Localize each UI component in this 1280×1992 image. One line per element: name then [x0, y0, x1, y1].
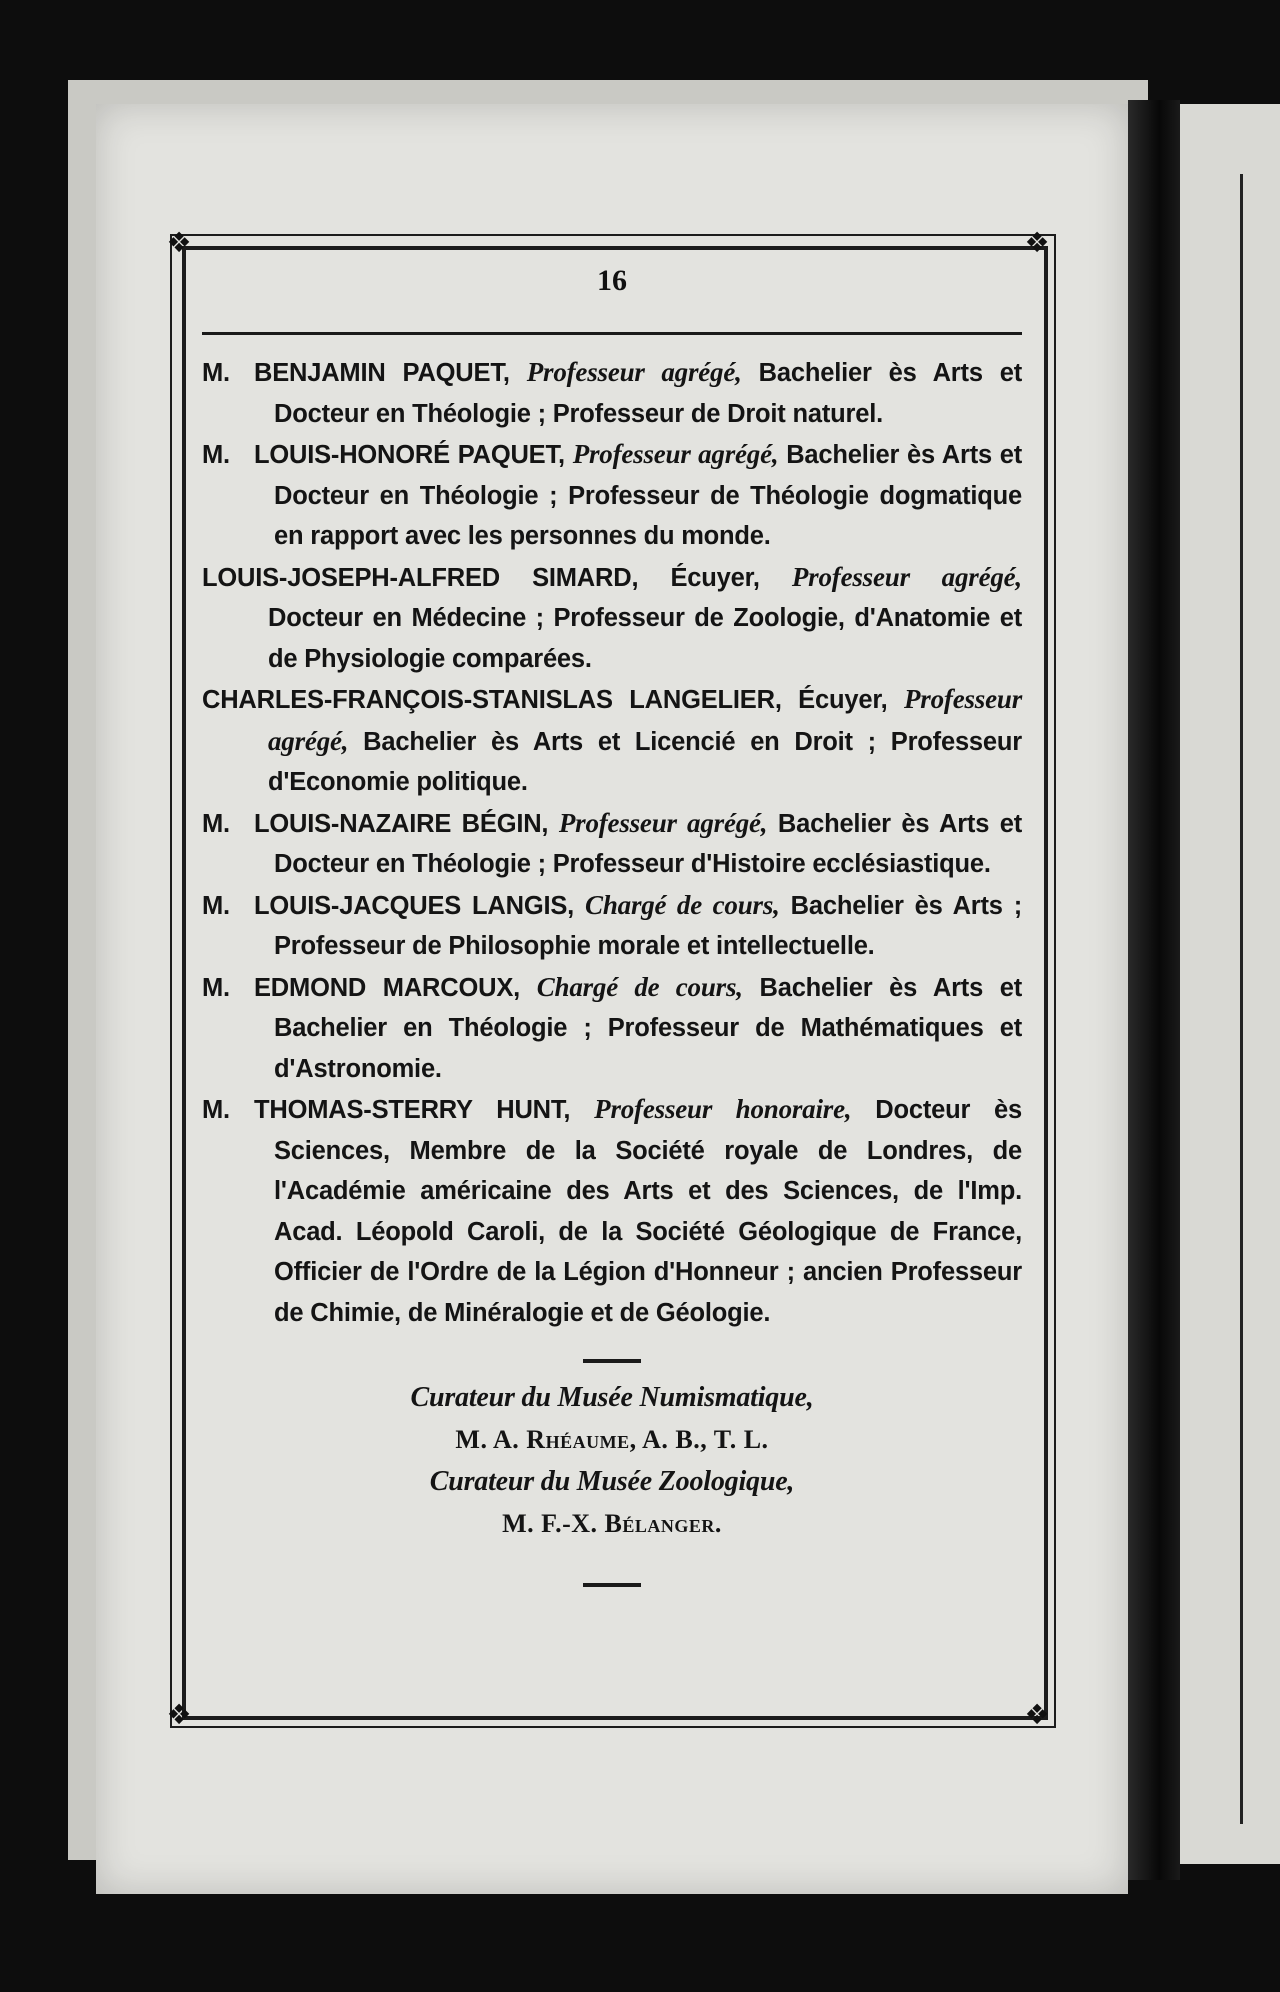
corner-ornament-icon: ❖	[166, 1698, 192, 1731]
entry-title: Professeur agrégé,	[526, 357, 742, 387]
entry-name: LOUIS-NAZAIRE BÉGIN,	[254, 809, 549, 838]
list-item	[202, 885, 1022, 967]
curator-role: Curateur du Musée Numismatique,	[410, 1382, 814, 1413]
entry-name: CHARLES-FRANÇOIS-STANISLAS LANGELIER, Écuyer,	[202, 686, 888, 714]
page-number: 16	[597, 264, 627, 297]
entry-name: LOUIS-JOSEPH-ALFRED SIMARD, Écuyer,	[202, 563, 760, 592]
entry-prefix: M.	[202, 809, 230, 838]
entry-name: EDMOND MARCOUX,	[254, 973, 521, 1002]
curator-name-end: .	[714, 1509, 722, 1538]
entry-prefix: M.	[202, 441, 230, 469]
section-divider	[583, 1583, 641, 1587]
entry-title: Professeur honoraire,	[594, 1094, 852, 1124]
entry-title: Chargé de cours,	[585, 889, 780, 920]
corner-ornament-icon: ❖	[1024, 1698, 1050, 1731]
entry-name: LOUIS-HONORÉ PAQUET,	[254, 441, 565, 469]
curator-name	[202, 1419, 1022, 1461]
list-item	[202, 967, 1022, 1090]
entry-title: Professeur agrégé,	[791, 561, 1022, 592]
list-item	[202, 803, 1022, 885]
facing-page-border	[1240, 174, 1243, 1824]
entry-name: THOMAS-STERRY HUNT,	[254, 1096, 571, 1124]
entry-name: BENJAMIN PAQUET,	[254, 359, 510, 387]
document-page	[96, 104, 1128, 1894]
entry-desc: Bachelier ès Arts ; Professeur de Philosophie morale et intellectuelle.	[274, 891, 1023, 960]
entry-desc: Bachelier ès Arts et Docteur en Théologie ; Professeur de Droit naturel.	[274, 359, 1023, 428]
corner-ornament-icon: ❖	[1024, 226, 1050, 259]
list-item	[202, 434, 1022, 557]
header-rule	[202, 332, 1022, 335]
curator-name-smallcaps: héaume	[545, 1425, 630, 1454]
curator-name	[202, 1503, 1022, 1545]
section-divider	[583, 1359, 641, 1363]
curator-name-start: M. A. R	[455, 1425, 546, 1454]
book-gutter	[1128, 100, 1180, 1880]
curator-role: Curateur du Musée Zoologique,	[429, 1466, 795, 1497]
facing-page	[1178, 104, 1280, 1864]
entry-name: LOUIS-JACQUES LANGIS,	[254, 891, 575, 920]
entry-desc: Bachelier ès Arts et Docteur en Théologie ; Professeur de Théologie dogmatique en rapport avec les personnes du monde.	[274, 441, 1022, 550]
entry-prefix: M.	[202, 891, 230, 920]
entry-desc: Docteur en Médecine ; Professeur de Zoologie, d'Anatomie et de Physiologie comparées.	[268, 604, 1022, 673]
curator-name-smallcaps: élanger	[622, 1509, 715, 1538]
entry-desc: Bachelier ès Arts et Bachelier en Théologie ; Professeur de Mathématiques et d'Astronomie.	[274, 973, 1023, 1083]
entry-title: Professeur agrégé,	[572, 439, 779, 469]
entry-title: Chargé de cours,	[536, 971, 743, 1002]
faculty-list	[202, 352, 1022, 1587]
list-item	[202, 679, 1022, 803]
entry-desc: Docteur ès Sciences, Membre de la Société royale de Londres, de l'Académie américaine des Arts et des Sciences, de l'Imp. Acad. Léopold Caroli, de la Société Géologique de France, Officier de l'Ordre de la Légion d'Honneur ; ancien Professeur de Chimie, de Minéralogie et de Géologie.	[274, 1096, 1023, 1327]
entry-title: Professeur agrégé,	[558, 807, 768, 838]
entry-title: Professeur agrégé,	[268, 684, 1023, 756]
curator-name-end: , A. B., T. L.	[629, 1425, 769, 1454]
entry-desc: Bachelier ès Arts et Licencié en Droit ; Professeur d'Economie politique.	[268, 727, 1022, 796]
curator-name-start: M. F.-X. B	[502, 1509, 623, 1538]
entry-prefix: M.	[202, 1096, 230, 1124]
entry-desc: Bachelier ès Arts et Docteur en Théologie ; Professeur d'Histoire ecclésiastique.	[274, 809, 1022, 878]
entry-prefix: M.	[202, 359, 230, 387]
list-item	[202, 352, 1022, 434]
corner-ornament-icon: ❖	[166, 226, 192, 259]
list-item	[202, 557, 1022, 680]
list-item	[202, 1089, 1022, 1333]
entry-prefix: M.	[202, 973, 230, 1002]
